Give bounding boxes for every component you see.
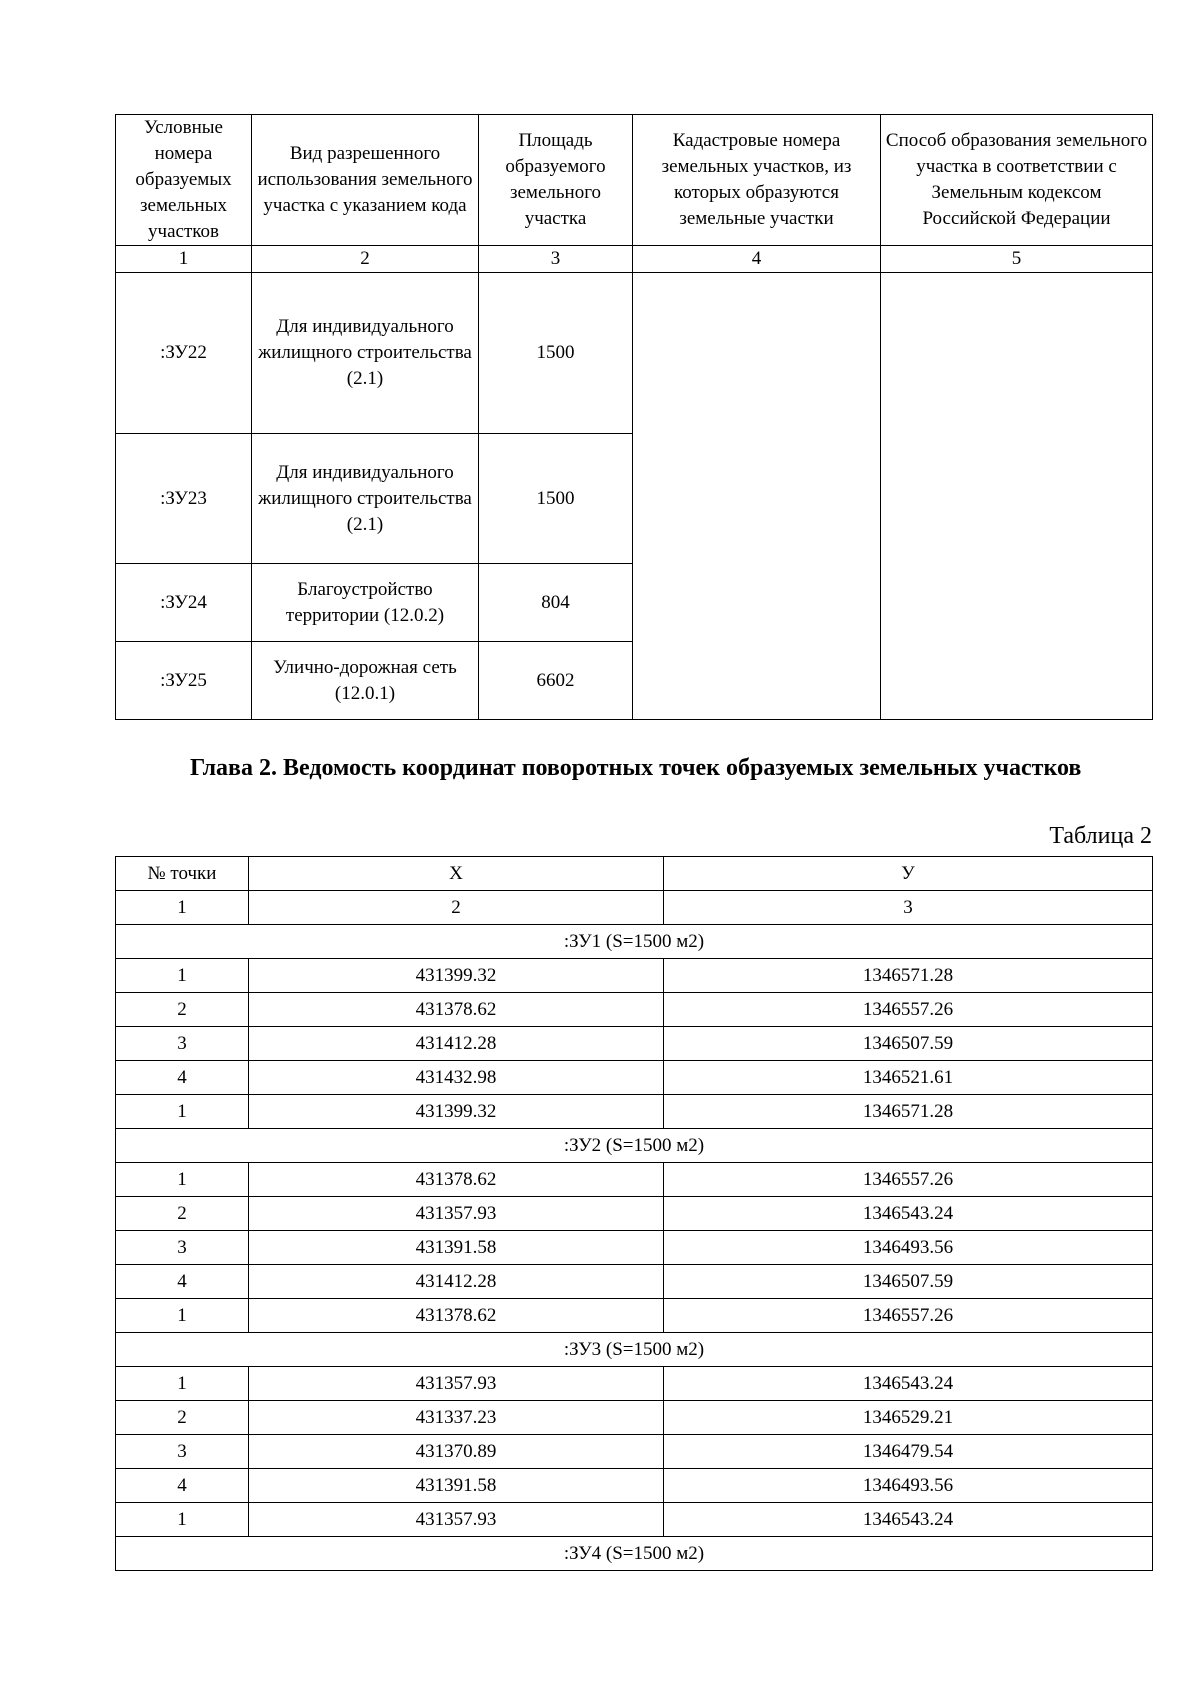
- header-plot-number: Условные номера образуемых земельных участков: [116, 115, 252, 246]
- column-number: 1: [116, 246, 252, 273]
- table-row: [116, 1095, 1153, 1129]
- x-coordinate: 431412.28: [249, 1265, 664, 1299]
- y-coordinate: 1346543.24: [664, 1503, 1153, 1537]
- y-coordinate: 1346557.26: [664, 993, 1153, 1027]
- point-number: 3: [116, 1435, 249, 1469]
- point-number: 3: [116, 1231, 249, 1265]
- column-number: 2: [249, 891, 664, 925]
- header-area: Площадь образуемого земельного участка: [479, 115, 633, 246]
- x-coordinate: 431399.32: [249, 959, 664, 993]
- header-x: X: [249, 857, 664, 891]
- table-row: [116, 1401, 1153, 1435]
- y-coordinate: 1346529.21: [664, 1401, 1153, 1435]
- x-coordinate: 431378.62: [249, 993, 664, 1027]
- point-number: 1: [116, 1095, 249, 1129]
- table-caption: Таблица 2: [1049, 823, 1152, 849]
- header-permitted-use: Вид разрешенного использования земельного участка с указанием кода: [252, 115, 479, 246]
- x-coordinate: 431378.62: [249, 1163, 664, 1197]
- plot-area: 1500: [479, 434, 633, 564]
- y-coordinate: 1346543.24: [664, 1367, 1153, 1401]
- table-row: [116, 1163, 1153, 1197]
- table-row: [116, 1503, 1153, 1537]
- point-number: 2: [116, 1197, 249, 1231]
- permitted-use: Благоустройство территории (12.0.2): [252, 564, 479, 642]
- point-number: 1: [116, 959, 249, 993]
- point-number: 1: [116, 1503, 249, 1537]
- y-coordinate: 1346557.26: [664, 1299, 1153, 1333]
- group-title: :ЗУ2 (S=1500 м2): [116, 1129, 1153, 1163]
- permitted-use: Улично-дорожная сеть (12.0.1): [252, 642, 479, 720]
- plot-area: 804: [479, 564, 633, 642]
- plot-area: 1500: [479, 273, 633, 434]
- x-coordinate: 431370.89: [249, 1435, 664, 1469]
- point-number: 3: [116, 1027, 249, 1061]
- x-coordinate: 431357.93: [249, 1503, 664, 1537]
- header-formation-method: Способ образования земельного участка в соответствии с Земельным кодексом Российской Федерации: [881, 115, 1153, 246]
- x-coordinate: 431357.93: [249, 1367, 664, 1401]
- plot-number: :ЗУ25: [116, 642, 252, 720]
- group-title: :ЗУ4 (S=1500 м2): [116, 1537, 1153, 1571]
- point-number: 4: [116, 1061, 249, 1095]
- permitted-use: Для индивидуального жилищного строительства (2.1): [252, 273, 479, 434]
- table-row: [116, 1435, 1153, 1469]
- table-row: [116, 273, 1153, 434]
- permitted-use: Для индивидуального жилищного строительства (2.1): [252, 434, 479, 564]
- table-row: [116, 1231, 1153, 1265]
- y-coordinate: 1346479.54: [664, 1435, 1153, 1469]
- header-point-number: № точки: [116, 857, 249, 891]
- x-coordinate: 431412.28: [249, 1027, 664, 1061]
- table-row: [116, 1061, 1153, 1095]
- plot-number: :ЗУ24: [116, 564, 252, 642]
- group-header-row: [116, 1129, 1153, 1163]
- group-header-row: [116, 925, 1153, 959]
- point-number: 4: [116, 1265, 249, 1299]
- y-coordinate: 1346571.28: [664, 959, 1153, 993]
- cadastral-numbers-cell: [633, 273, 881, 720]
- table-row: [116, 1197, 1153, 1231]
- y-coordinate: 1346493.56: [664, 1469, 1153, 1503]
- point-number: 2: [116, 993, 249, 1027]
- table-row: [116, 1265, 1153, 1299]
- y-coordinate: 1346507.59: [664, 1027, 1153, 1061]
- plot-number: :ЗУ23: [116, 434, 252, 564]
- x-coordinate: 431391.58: [249, 1469, 664, 1503]
- column-number: 1: [116, 891, 249, 925]
- column-number: 3: [479, 246, 633, 273]
- column-number: 5: [881, 246, 1153, 273]
- group-title: :ЗУ3 (S=1500 м2): [116, 1333, 1153, 1367]
- table-row: [116, 959, 1153, 993]
- point-number: 1: [116, 1367, 249, 1401]
- y-coordinate: 1346557.26: [664, 1163, 1153, 1197]
- y-coordinate: 1346507.59: [664, 1265, 1153, 1299]
- land-plots-table: [115, 114, 1153, 720]
- x-coordinate: 431337.23: [249, 1401, 664, 1435]
- group-header-row: [116, 1333, 1153, 1367]
- table-row: [116, 1027, 1153, 1061]
- header-cadastral-numbers: Кадастровые номера земельных участков, из которых образуются земельные участки: [633, 115, 881, 246]
- x-coordinate: 431378.62: [249, 1299, 664, 1333]
- y-coordinate: 1346571.28: [664, 1095, 1153, 1129]
- y-coordinate: 1346521.61: [664, 1061, 1153, 1095]
- column-numbers-row: [116, 891, 1153, 925]
- point-number: 2: [116, 1401, 249, 1435]
- point-number: 1: [116, 1299, 249, 1333]
- plot-area: 6602: [479, 642, 633, 720]
- column-number: 2: [252, 246, 479, 273]
- coordinates-table-body: [116, 857, 1153, 1571]
- table-row: [116, 1469, 1153, 1503]
- column-numbers-row: [116, 246, 1153, 273]
- table-header-row: [116, 115, 1153, 246]
- formation-method-cell: [881, 273, 1153, 720]
- plot-number: :ЗУ22: [116, 273, 252, 434]
- coordinates-table: [115, 856, 1153, 1571]
- chapter-heading: Глава 2. Ведомость координат поворотных точек образуемых земельных участков: [190, 755, 1082, 781]
- table-header-row: [116, 857, 1153, 891]
- x-coordinate: 431357.93: [249, 1197, 664, 1231]
- table-row: [116, 1367, 1153, 1401]
- group-title: :ЗУ1 (S=1500 м2): [116, 925, 1153, 959]
- x-coordinate: 431432.98: [249, 1061, 664, 1095]
- table-row: [116, 1299, 1153, 1333]
- column-number: 3: [664, 891, 1153, 925]
- column-number: 4: [633, 246, 881, 273]
- header-y: У: [664, 857, 1153, 891]
- point-number: 4: [116, 1469, 249, 1503]
- x-coordinate: 431391.58: [249, 1231, 664, 1265]
- point-number: 1: [116, 1163, 249, 1197]
- x-coordinate: 431399.32: [249, 1095, 664, 1129]
- y-coordinate: 1346493.56: [664, 1231, 1153, 1265]
- table-row: [116, 993, 1153, 1027]
- group-header-row: [116, 1537, 1153, 1571]
- y-coordinate: 1346543.24: [664, 1197, 1153, 1231]
